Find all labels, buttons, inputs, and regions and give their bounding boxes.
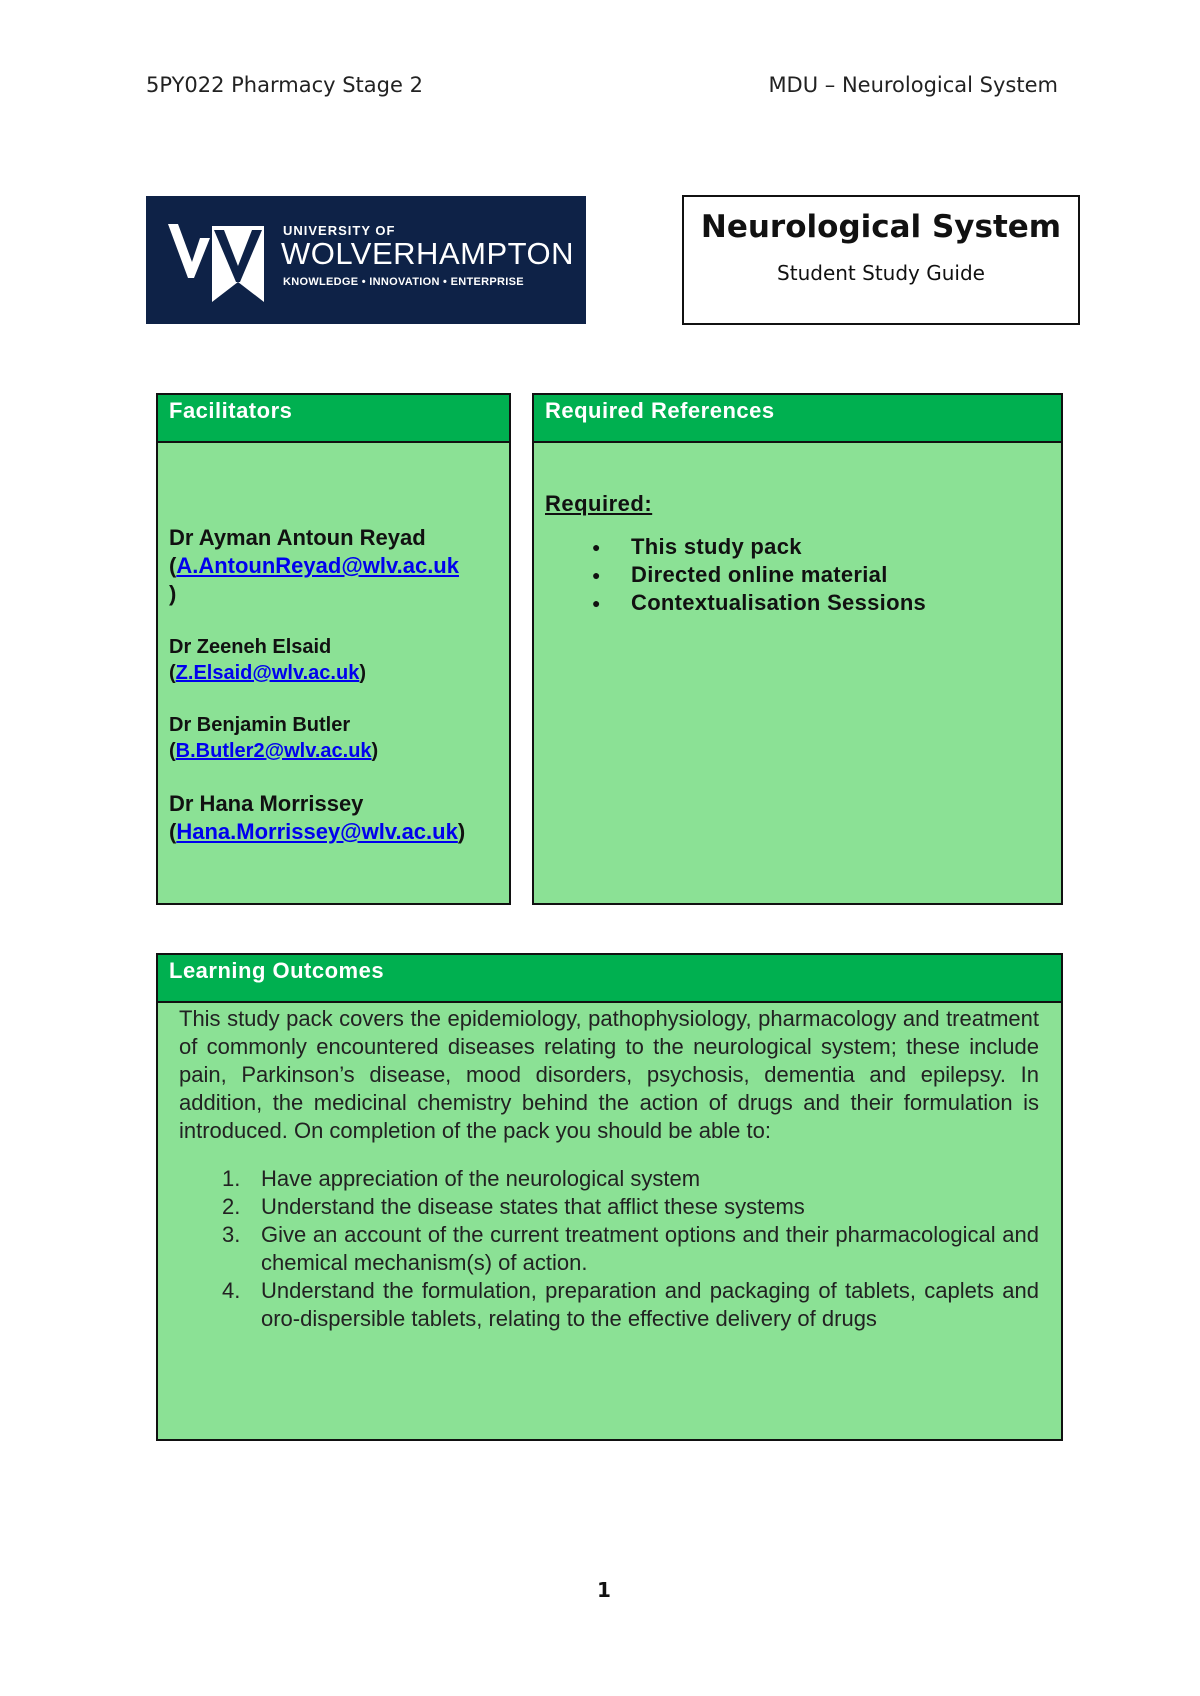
list-item xyxy=(179,1165,1039,1193)
facilitator-email-link[interactable]: A.AntounReyad@wlv.ac.uk xyxy=(176,553,459,578)
references-heading: Required References xyxy=(534,395,1061,443)
learning-outcomes-heading: Learning Outcomes xyxy=(158,955,1061,1003)
facilitators-panel xyxy=(156,393,511,905)
list-item: ● Contextualisation Sessions xyxy=(545,589,1061,617)
facilitator-email-link[interactable]: Z.Elsaid@wlv.ac.uk xyxy=(175,662,360,684)
page-number: 1 xyxy=(597,1578,611,1602)
header-left: 5PY022 Pharmacy Stage 2 xyxy=(146,73,423,97)
facilitator-name: Dr Benjamin Butler xyxy=(169,714,351,736)
list-text: Understand the formulation, preparation and packaging of tablets, caplets and oro-dispersible tablets, relating to the effective delivery of drugs xyxy=(261,1278,1039,1331)
document-title: Neurological System xyxy=(700,209,1062,245)
list-number: 2. xyxy=(222,1194,241,1219)
facilitator-name: Dr Zeeneh Elsaid xyxy=(169,636,332,658)
references-panel xyxy=(532,393,1063,905)
wolverhampton-emblem-icon xyxy=(166,218,266,302)
facilitator-entry: Dr Hana Morrissey (Hana.Morrissey@wlv.ac.uk) xyxy=(169,790,509,846)
title-box xyxy=(682,195,1080,325)
logo-line-1: UNIVERSITY OF xyxy=(283,223,396,238)
outcomes-list xyxy=(179,1165,1039,1333)
facilitator-email-link[interactable]: B.Butler2@wlv.ac.uk xyxy=(175,740,372,762)
logo-line-2: WOLVERHAMPTON xyxy=(281,236,574,271)
facilitators-heading: Facilitators xyxy=(158,395,509,443)
learning-outcomes-panel xyxy=(156,953,1063,1441)
references-list xyxy=(545,533,1061,617)
facilitator-entry: Dr Zeeneh Elsaid (Z.Elsaid@wlv.ac.uk) xyxy=(169,634,509,686)
document-subtitle: Student Study Guide xyxy=(777,261,985,285)
list-item: ● Directed online material xyxy=(545,561,1061,589)
facilitator-name: Dr Ayman Antoun Reyad xyxy=(169,525,426,550)
required-label: Required: xyxy=(545,491,653,516)
facilitator-entry: Dr Ayman Antoun Reyad (A.AntounReyad@wlv.ac.uk ) xyxy=(169,524,509,608)
learning-outcomes-intro: This study pack covers the epidemiology, pathophysiology, pharmacology and treatment of commonly encountered diseases relating to the neurological system; these include pain, Parkinson’s disease, mood disorders, psychosis, dementia and epilepsy. In addition, the medicinal chemistry behind the action of drugs and their formulation is introduced. On completion of the pack you should be able to: xyxy=(179,1006,1039,1143)
list-number: 3. xyxy=(222,1222,241,1247)
facilitator-email-link[interactable]: Hana.Morrissey@wlv.ac.uk xyxy=(176,819,458,844)
list-item: ● This study pack xyxy=(545,533,1061,561)
list-item xyxy=(179,1277,1039,1333)
list-number: 4. xyxy=(222,1278,241,1303)
header-right: MDU – Neurological System xyxy=(768,73,1058,97)
logo-tagline: KNOWLEDGE • INNOVATION • ENTERPRISE xyxy=(283,276,524,288)
list-text: Have appreciation of the neurological system xyxy=(261,1166,701,1191)
list-item xyxy=(179,1193,1039,1221)
university-logo xyxy=(146,196,586,324)
list-number: 1. xyxy=(222,1166,241,1191)
list-item xyxy=(179,1221,1039,1277)
list-text: Give an account of the current treatment options and their pharmacological and chemical mechanism(s) of action. xyxy=(261,1222,1039,1275)
facilitator-name: Dr Hana Morrissey xyxy=(169,791,364,816)
list-text: Understand the disease states that afflict these systems xyxy=(261,1194,805,1219)
facilitator-entry: Dr Benjamin Butler (B.Butler2@wlv.ac.uk) xyxy=(169,712,509,764)
